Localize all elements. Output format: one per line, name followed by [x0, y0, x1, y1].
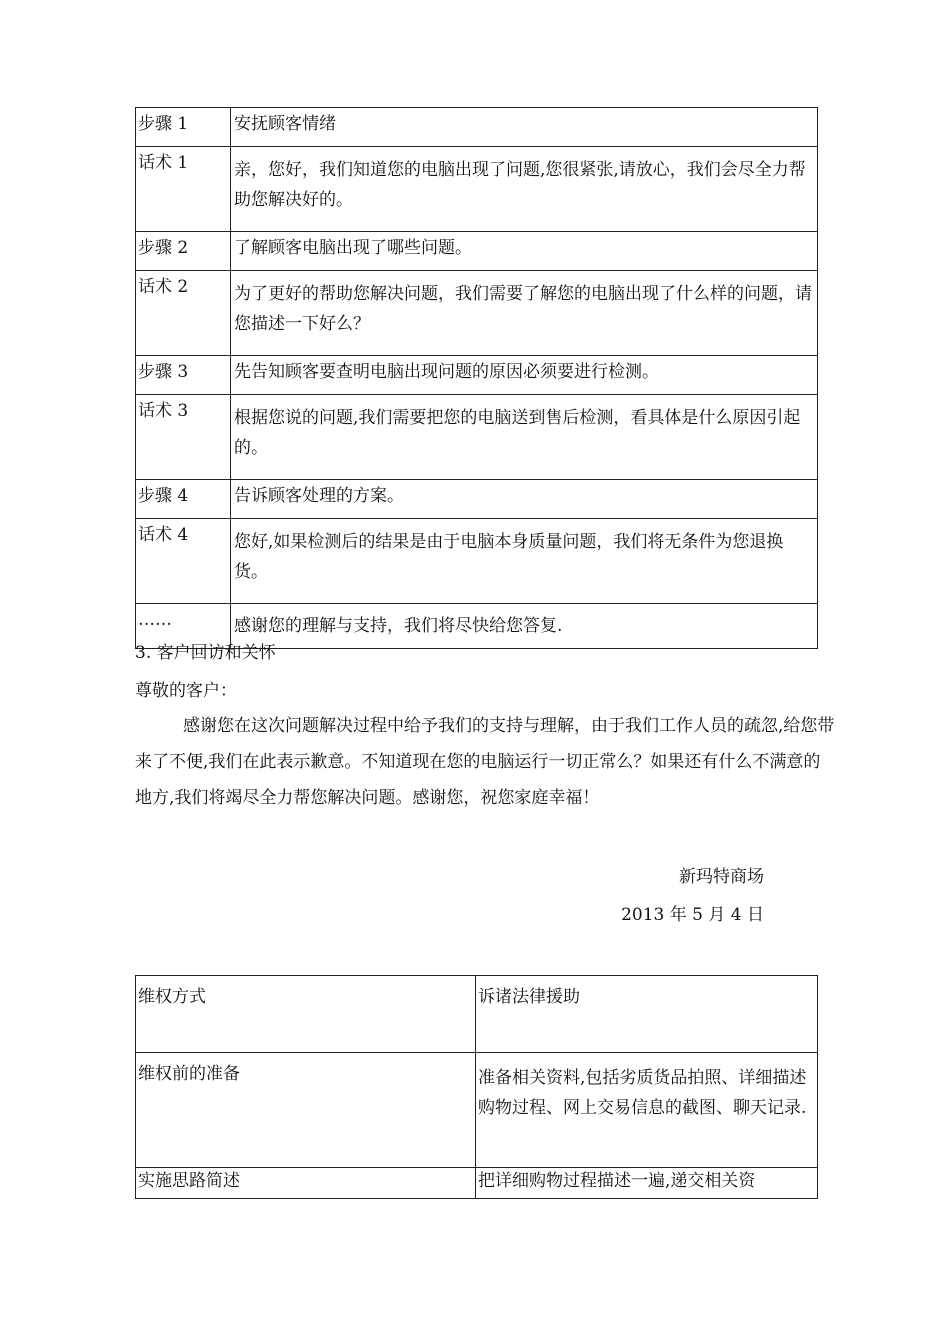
letter-body: 感谢您在这次问题解决过程中给予我们的支持与理解，由于我们工作人员的疏忽,给您带来了不便,我们在此表示歉意。不知道现在您的电脑运行一切正常么？如果还有什么不满意的地方,我们将竭尽全力帮您解决问题。感谢您，祝您家庭幸福！ — [135, 716, 835, 808]
letter-signature: 新玛特商场 — [679, 867, 764, 887]
script-text: 根据您说的问题,我们需要把您的电脑送到售后检测，看具体是什么原因引起的。 — [231, 395, 818, 480]
table-row — [136, 480, 818, 519]
step-text: 了解顾客电脑出现了哪些问题。 — [231, 232, 818, 271]
rights-label: 实施思路简述 — [136, 1168, 476, 1199]
table-row — [136, 271, 818, 356]
script-text: 为了更好的帮助您解决问题，我们需要了解您的电脑出现了什么样的问题，请您描述一下好么？ — [231, 271, 818, 356]
step-label: 步骤 3 — [136, 356, 231, 395]
table-row — [136, 1168, 818, 1199]
section-heading: 3. 客户回访和关怀 — [135, 643, 276, 663]
rights-label: 维权前的准备 — [136, 1053, 476, 1168]
table-row — [136, 232, 818, 271]
script-label: 话术 2 — [136, 271, 231, 356]
rights-value: 把详细购物过程描述一遍,递交相关资 — [476, 1168, 818, 1199]
rights-table — [135, 975, 818, 1199]
script-label: 话术 4 — [136, 519, 231, 604]
step-text: 先告知顾客要查明电脑出现问题的原因必须要进行检测。 — [231, 356, 818, 395]
script-text: 您好,如果检测后的结果是由于电脑本身质量问题，我们将无条件为您退换货。 — [231, 519, 818, 604]
step-label: 步骤 1 — [136, 108, 231, 147]
rights-label: 维权方式 — [136, 976, 476, 1053]
table-row — [136, 356, 818, 395]
rights-value: 诉诸法律援助 — [476, 976, 818, 1053]
rights-value: 准备相关资料,包括劣质货品拍照、详细描述购物过程、网上交易信息的截图、聊天记录. — [476, 1053, 818, 1168]
step-text: 告诉顾客处理的方案。 — [231, 480, 818, 519]
step-text: 安抚顾客情绪 — [231, 108, 818, 147]
table-row — [136, 519, 818, 604]
script-text: 亲，您好，我们知道您的电脑出现了问题,您很紧张,请放心，我们会尽全力帮助您解决好的。 — [231, 147, 818, 232]
script-label: 话术 1 — [136, 147, 231, 232]
step-label: 步骤 4 — [136, 480, 231, 519]
letter-date: 2013 年 5 月 4 日 — [621, 905, 764, 925]
letter-salutation: 尊敬的客户： — [135, 681, 237, 701]
script-label: 话术 3 — [136, 395, 231, 480]
closing-text: 感谢您的理解与支持，我们将尽快给您答复. — [231, 604, 818, 649]
table-row — [136, 1053, 818, 1168]
table-row — [136, 147, 818, 232]
table-row — [136, 395, 818, 480]
ellipsis-label: …… — [136, 604, 231, 649]
steps-table — [135, 107, 818, 649]
step-label: 步骤 2 — [136, 232, 231, 271]
table-row — [136, 108, 818, 147]
table-row — [136, 976, 818, 1053]
